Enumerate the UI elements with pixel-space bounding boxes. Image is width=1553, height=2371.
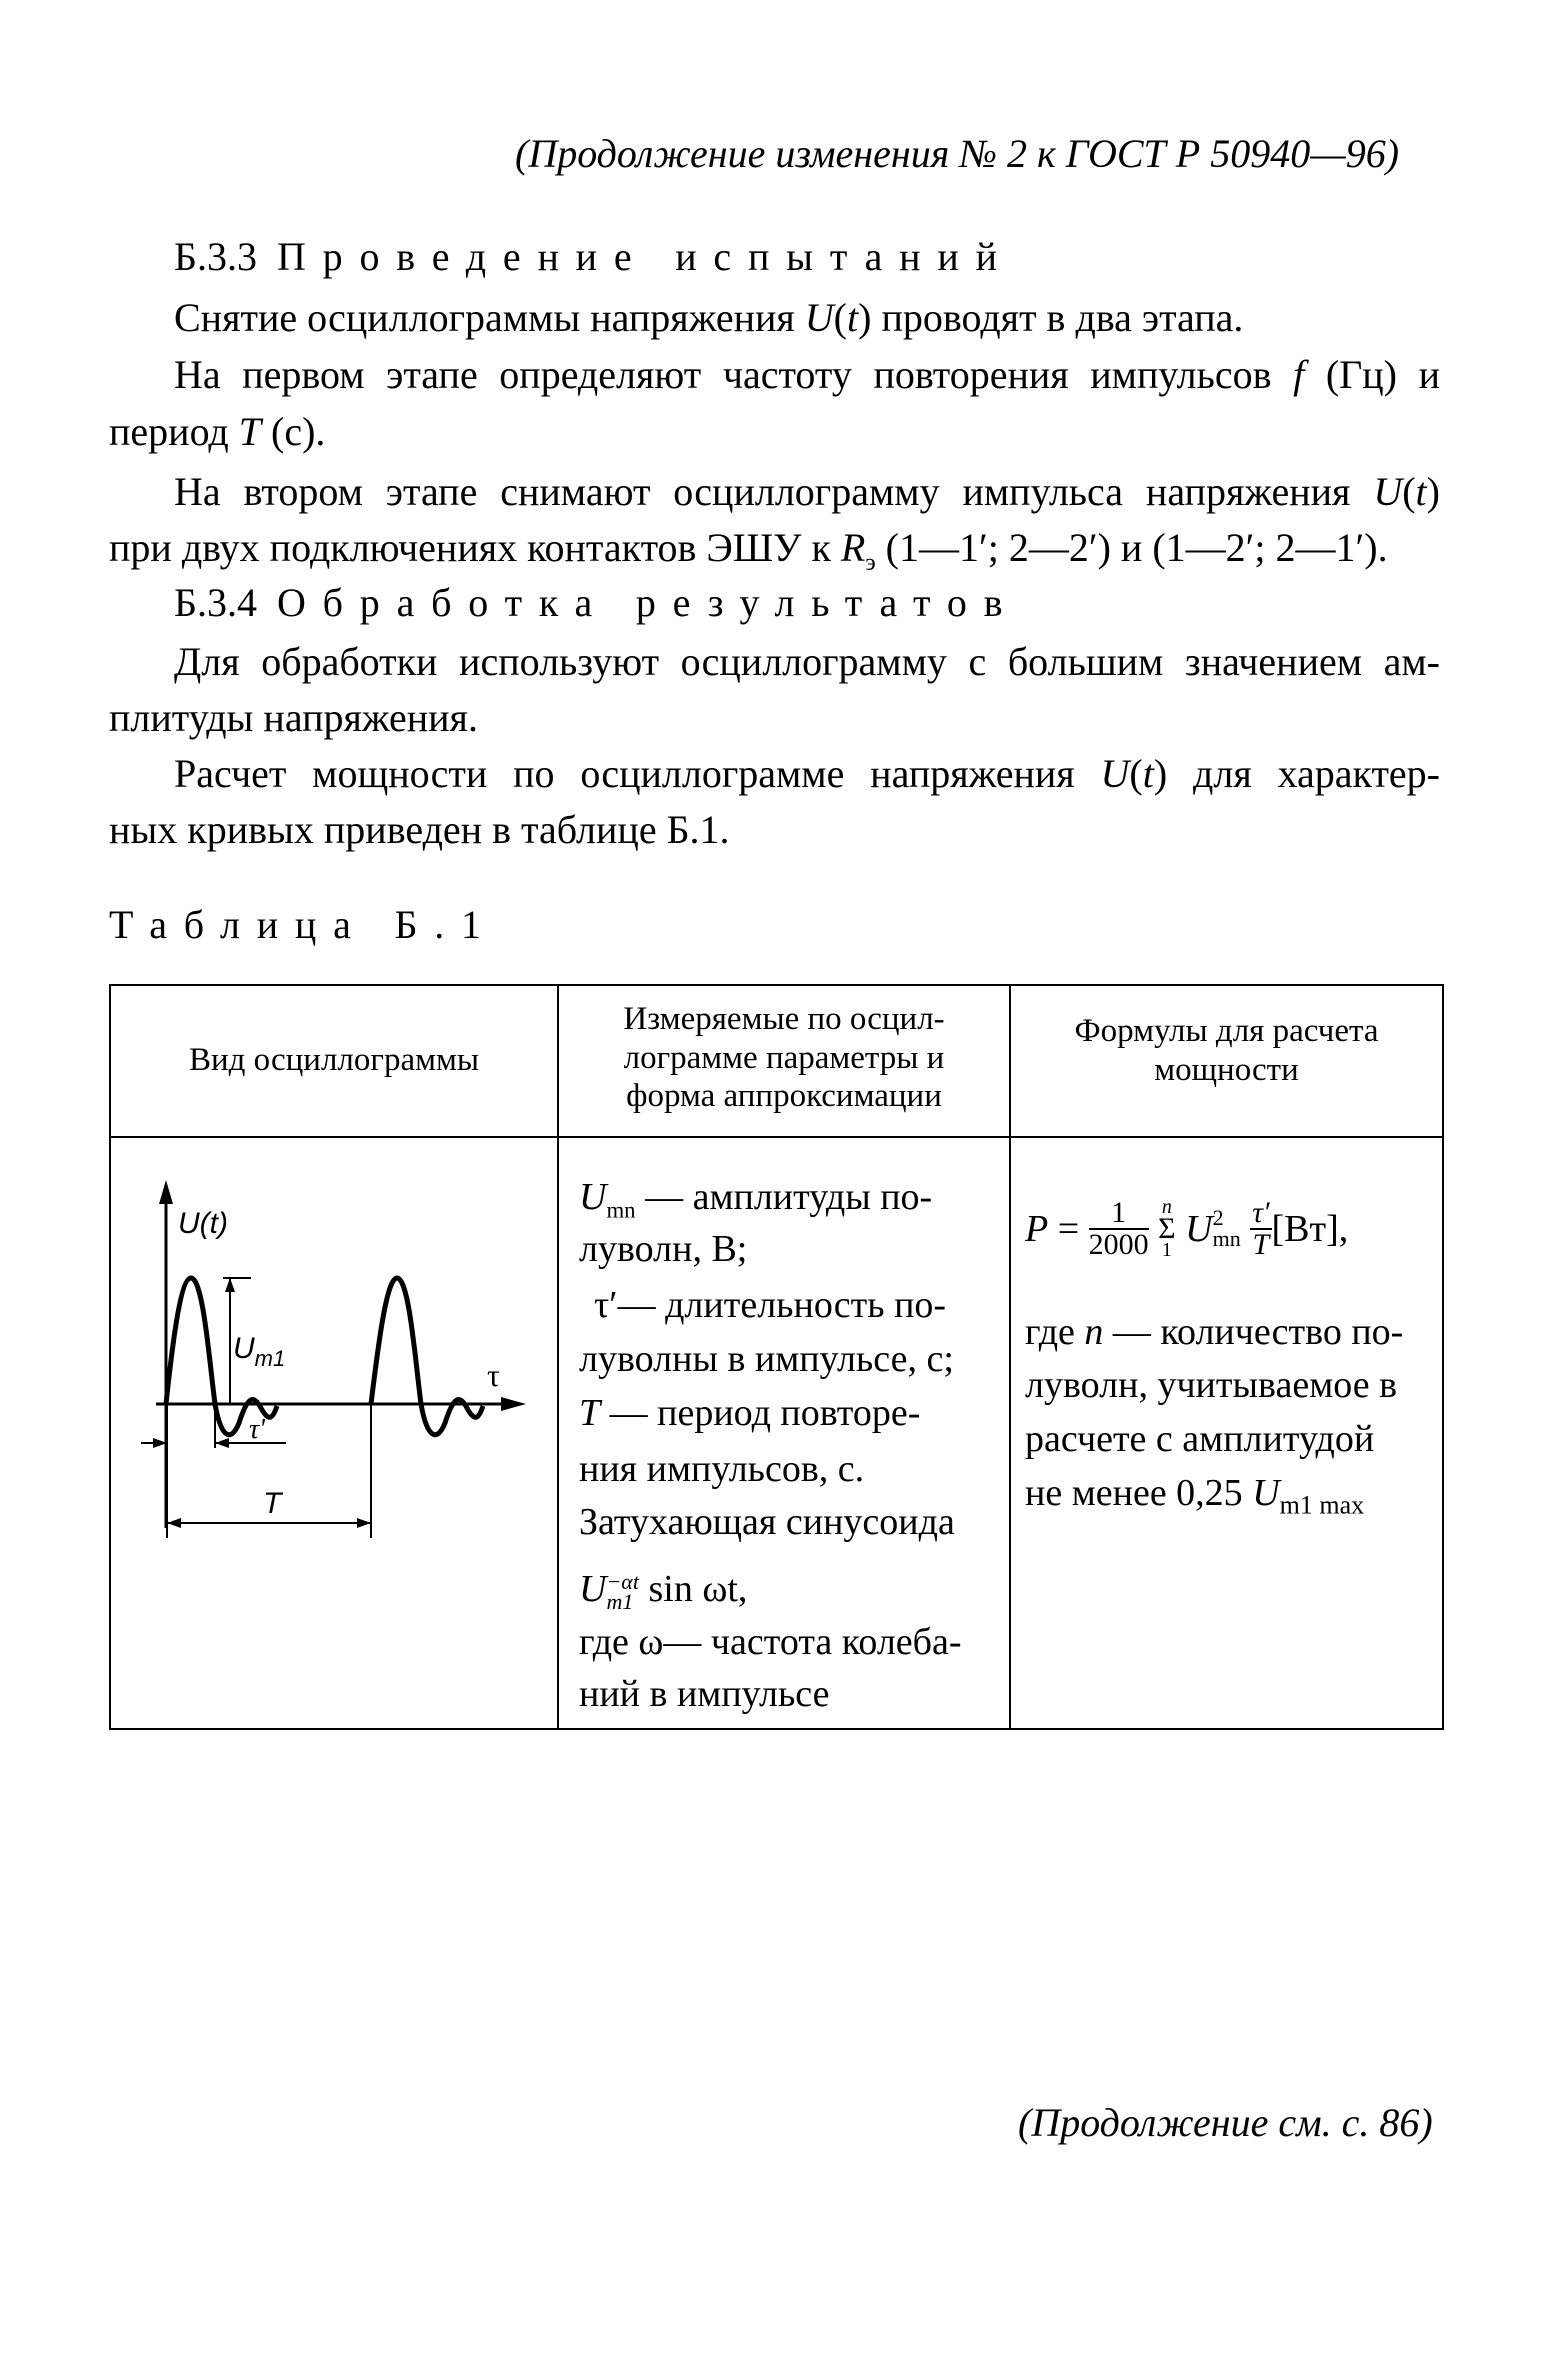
b33-paragraph-1: Снятие осциллограммы напряжения U(t) проводят в два этапа. [174,295,1244,340]
param-line-9: где ω— частота колеба- [579,1621,962,1663]
b33-paragraph-2-line2: период T (с). [109,409,326,454]
section-title: Проведение испытаний [276,234,1014,279]
formula-line-4: расчете с амплитудой [1025,1418,1375,1460]
oscillogram-cell [110,1137,558,1729]
section-b33-heading [174,234,1014,279]
amp-marker-arrow [225,1278,235,1292]
header-cell-oscillogram: Вид осциллограммы [110,985,558,1137]
section-title: Обработка результатов [276,580,1020,625]
waveform-pulse-2 [371,1278,483,1435]
header-cell-parameters: Измеряемые по осцил- лограмме параметры и форма аппроксимации [558,985,1010,1137]
tau-arrow-right-head [215,1438,229,1448]
section-b34-heading [174,580,1020,625]
param-line-4: луволны в импульсе, с; [579,1338,954,1380]
header-continuation: (Продолжение изменения № 2 к ГОСТ Р 50940—96) [515,131,1400,176]
y-axis-arrow [159,1180,173,1204]
section-number: Б.3.3 [174,234,257,279]
header-cell-formulas: Формулы для расчета мощности [1010,985,1443,1137]
footer-continuation: (Продолжение см. с. 86) [1018,2100,1433,2145]
b33-paragraph-3-line1: На втором этапе снимают осциллограмму импульса напряжения U(t) [174,469,1440,514]
b33-paragraph-3-line2: при двух подключениях контактов ЭШУ к $R_э$ (1—1′; 2—2′) и (1—2′; 2—1′). [109,525,1388,576]
table-b1 [109,984,1444,1730]
tau-label: τ' [249,1414,266,1445]
formula-line-5: не менее 0,25 $U_{m1 max}$ [1025,1472,1365,1520]
b34-paragraph-1-line2: плитуды напряжения. [109,695,478,740]
x-axis-arrow [501,1397,526,1411]
period-arrow-right [357,1518,371,1528]
b34-paragraph-2-line1: Расчет мощности по осциллограмме напряжения U(t) для характер- [174,751,1441,796]
param-line-6: ния импульсов, с. [579,1448,865,1490]
amp-label: $U_{m1}$ [233,1332,286,1371]
param-line-1: $U_{mn}$ — амплитуды по- [579,1176,933,1223]
y-axis-label: U(t) [178,1207,228,1240]
b34-paragraph-2-line2: ных кривых приведен в таблице Б.1. [109,807,730,852]
x-axis-label: τ [487,1357,500,1393]
param-line-5: T — период повторе- [579,1392,921,1434]
b33-paragraph-2-line1: На первом этапе определяют частоту повторения импульсов f (Гц) и [174,352,1441,397]
param-formula: U −αt m1 sin ωt, [579,1568,748,1615]
param-line-7: Затухающая синусоида [579,1501,955,1543]
param-line-3: τ′— длительность по- [594,1284,947,1326]
power-formula: P = $\frac{1}{2000}$ n Σ 1 U 2 mn $\frac{\tau'}{T}$ [Вт], [1025,1196,1349,1261]
formula-line-3: луволн, учитываемое в [1025,1364,1398,1406]
b34-paragraph-1-line1: Для обработки используют осциллограмму с большим значением ам- [174,639,1440,684]
table-caption: Таблица Б.1 [109,902,498,947]
parameters-cell [558,1137,1010,1729]
oscillogram-diagram [111,1138,559,1730]
param-line-2: луволн, В; [579,1228,748,1270]
param-line-10: ний в импульсе [579,1673,830,1715]
formulas-cell [1010,1137,1443,1729]
formula-line-2: где n — количество по- [1025,1311,1404,1353]
period-arrow-left [167,1518,181,1528]
period-label: T [263,1487,282,1520]
section-number: Б.3.4 [174,580,257,625]
